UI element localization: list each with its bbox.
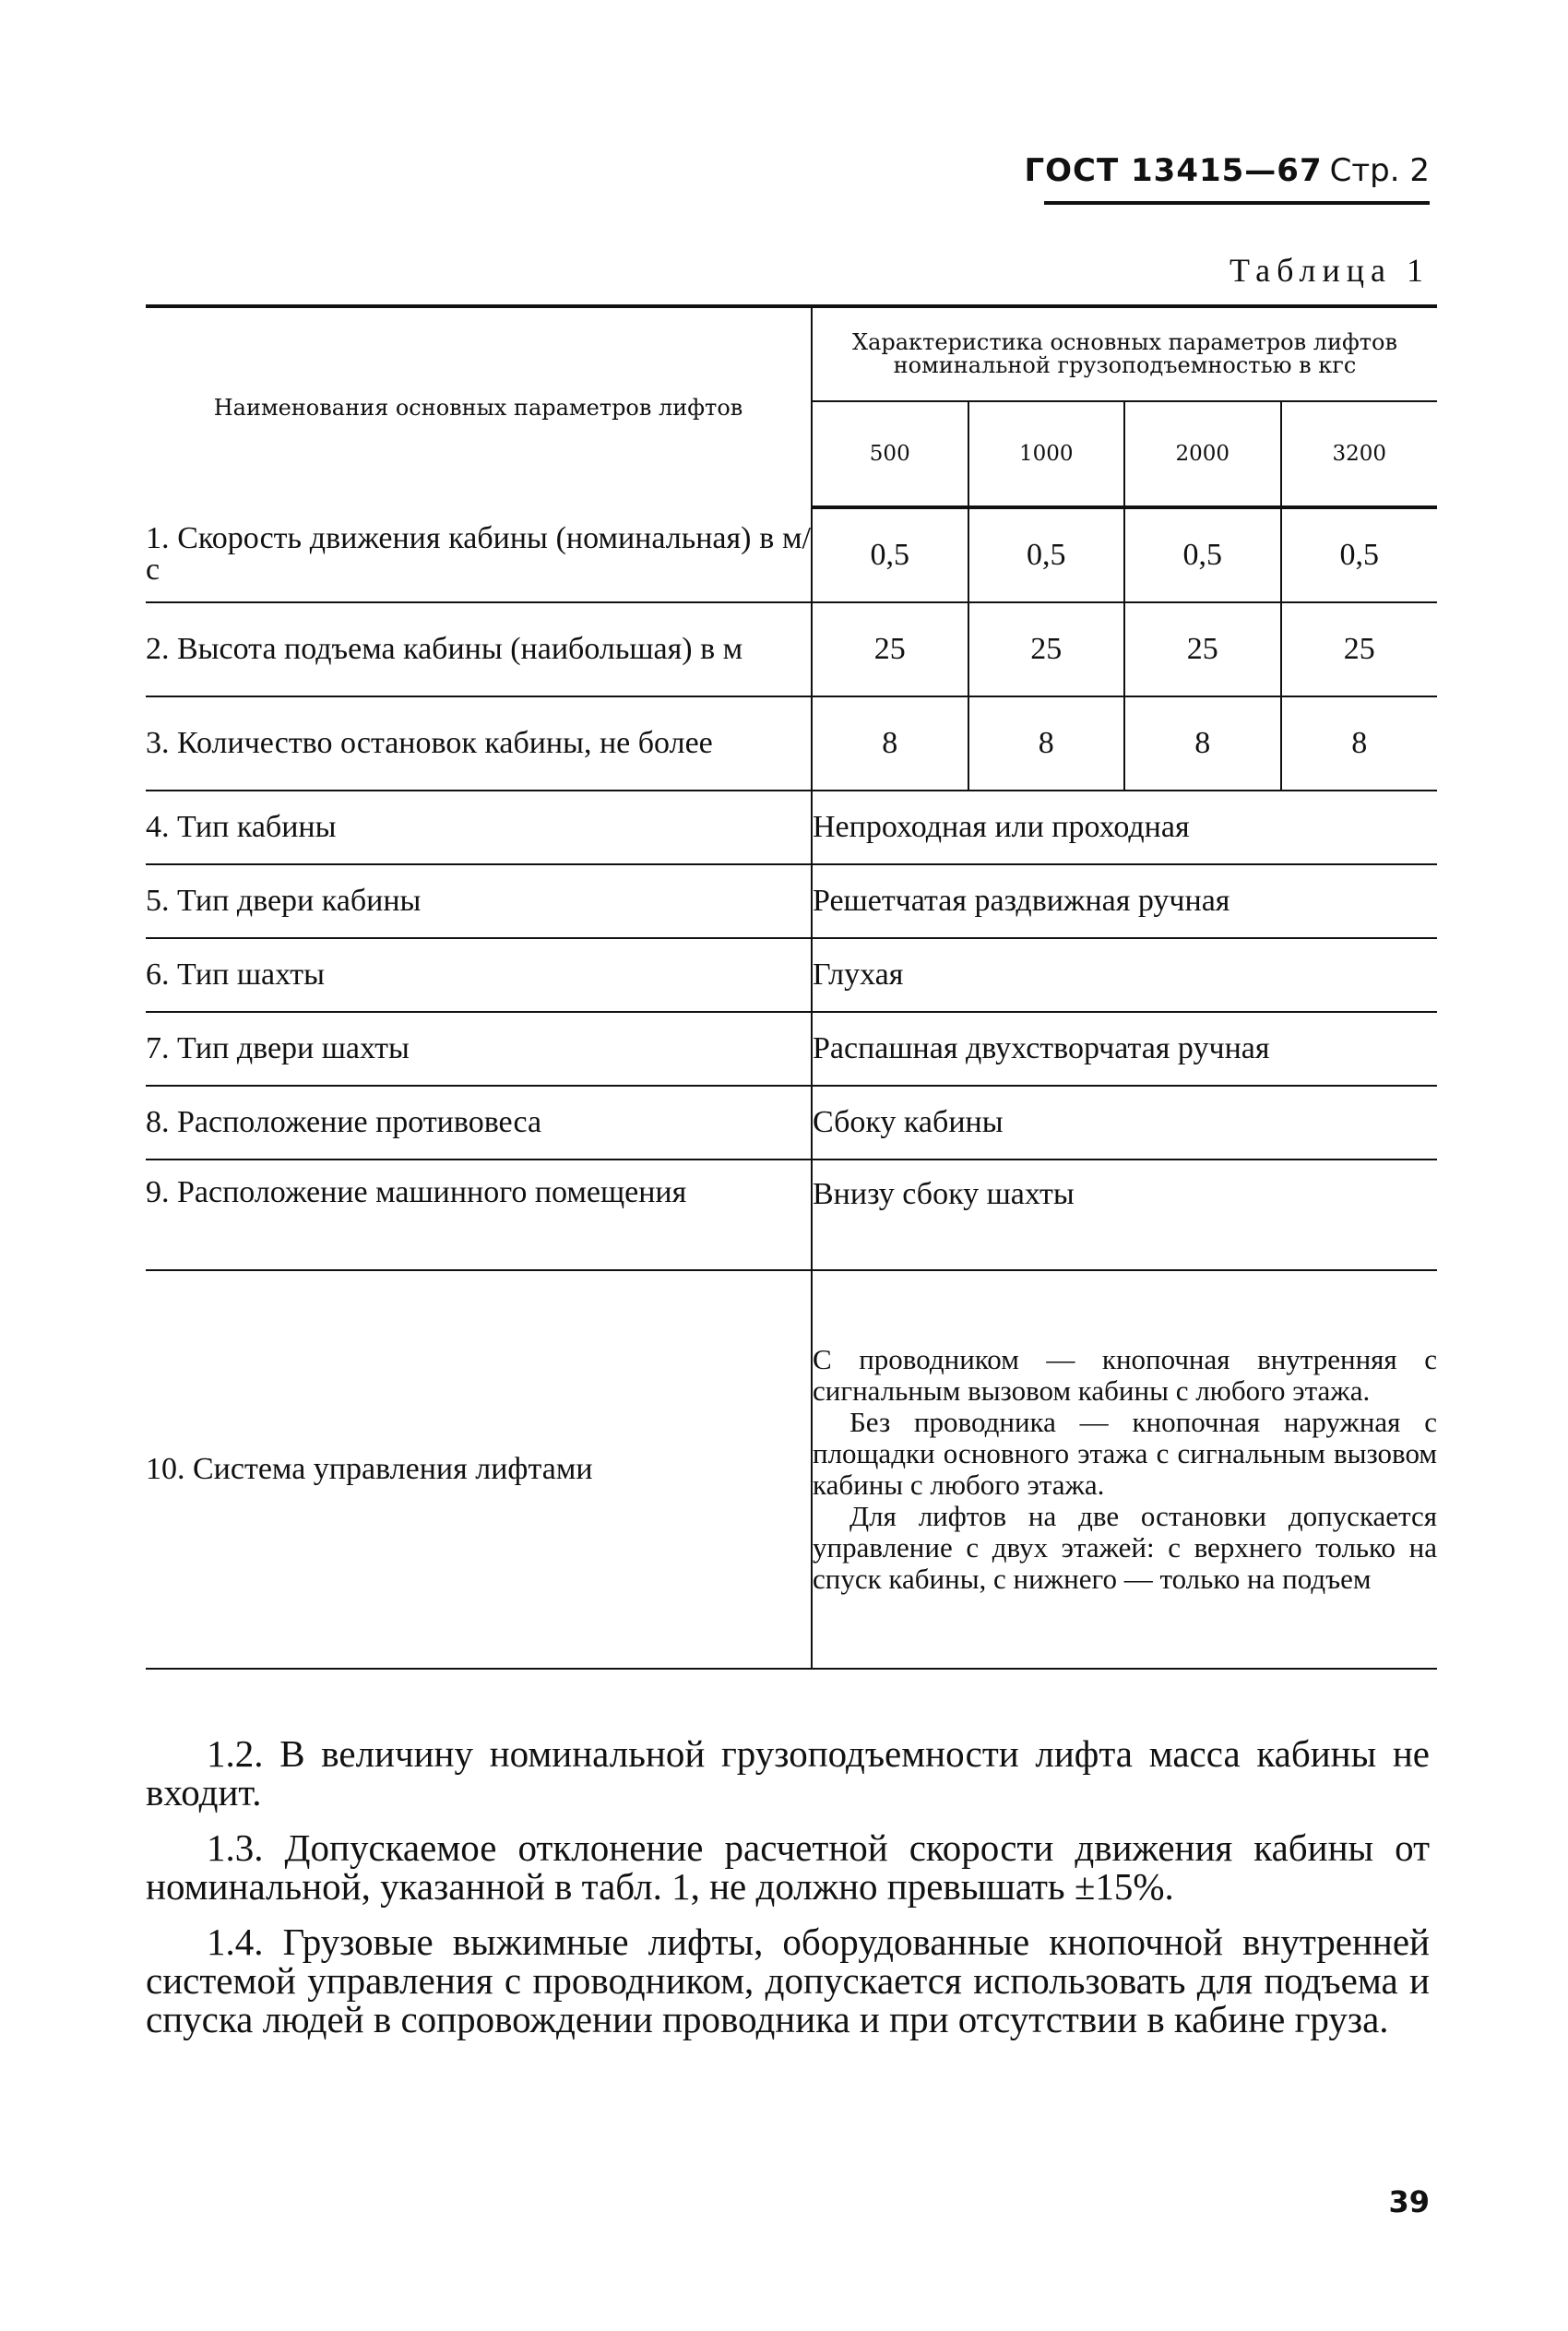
row-height-value-1000: 25 — [968, 602, 1125, 696]
control-system-paragraph: Для лифтов на две остановки допускается управление с двух этажей: с верхнего только на спуск кабины, с нижнего — только на подъем — [813, 1500, 1437, 1595]
row-stops-name: 3. Количество остановок кабины, не более — [146, 696, 812, 791]
row-height-value-2000: 25 — [1124, 602, 1281, 696]
header-characteristic: Характеристика основных параметров лифтов номинальной грузоподъемностью в кгс — [812, 306, 1437, 401]
row-control-system-value — [812, 1270, 1437, 1669]
row-speed-name: 1. Скорость движения кабины (номинальная) в м/с — [146, 507, 812, 602]
row-cabin-door-value: Решетчатая раздвижная ручная — [812, 864, 1437, 938]
header-load-500: 500 — [812, 401, 968, 507]
row-height-value-3200: 25 — [1281, 602, 1438, 696]
page-header — [1024, 152, 1430, 189]
paragraph-1-2: 1.2. В величину номинальной грузоподъемности лифта масса кабины не входит. — [146, 1732, 1430, 1814]
row-counterweight-value: Сбоку кабины — [812, 1086, 1437, 1160]
page-number: 39 — [1388, 2184, 1430, 2219]
row-stops-value-500: 8 — [812, 696, 968, 791]
row-cabin-type-value: Непроходная или проходная — [812, 791, 1437, 864]
row-machine-room-value: Внизу сбоку шахты — [812, 1160, 1437, 1270]
row-cabin-door-name: 5. Тип двери кабины — [146, 864, 812, 938]
row-shaft-type-value: Глухая — [812, 938, 1437, 1012]
row-control-system-name: 10. Система управления лифтами — [146, 1270, 812, 1669]
table-row — [146, 1012, 1437, 1086]
header-rule — [1044, 201, 1430, 205]
table-row — [146, 864, 1437, 938]
table-row — [146, 602, 1437, 696]
row-height-name: 2. Высота подъема кабины (наибольшая) в м — [146, 602, 812, 696]
standard-number: ГОСТ 13415—67 — [1024, 152, 1323, 189]
page-reference: Стр. 2 — [1329, 152, 1430, 189]
parameters-table — [146, 304, 1437, 1670]
table-row — [146, 696, 1437, 791]
header-load-3200: 3200 — [1281, 401, 1438, 507]
row-speed-value-3200: 0,5 — [1281, 507, 1438, 602]
table-row — [146, 507, 1437, 602]
row-shaft-door-value: Распашная двухстворчатая ручная — [812, 1012, 1437, 1086]
table-row — [146, 1160, 1437, 1270]
control-system-paragraph: С проводником — кнопочная внутренняя с сигнальным вызовом кабины с любого этажа. — [813, 1343, 1437, 1407]
row-shaft-type-name: 6. Тип шахты — [146, 938, 812, 1012]
row-speed-value-500: 0,5 — [812, 507, 968, 602]
header-load-1000: 1000 — [968, 401, 1125, 507]
body-text — [146, 1734, 1430, 2055]
row-speed-value-1000: 0,5 — [968, 507, 1125, 602]
table-title: Таблица 1 — [1229, 252, 1430, 289]
row-height-value-500: 25 — [812, 602, 968, 696]
table-row — [146, 938, 1437, 1012]
header-load-2000: 2000 — [1124, 401, 1281, 507]
control-system-paragraph: Без проводника — кнопочная наружная с площадки основного этажа с сигнальным вызовом кабины с любого этажа. — [813, 1406, 1437, 1501]
row-counterweight-name: 8. Расположение противовеса — [146, 1086, 812, 1160]
table-row — [146, 1086, 1437, 1160]
row-machine-room-name: 9. Расположение машинного помещения — [146, 1160, 812, 1270]
row-stops-value-1000: 8 — [968, 696, 1125, 791]
row-shaft-door-name: 7. Тип двери шахты — [146, 1012, 812, 1086]
table-row — [146, 791, 1437, 864]
row-cabin-type-name: 4. Тип кабины — [146, 791, 812, 864]
row-speed-value-2000: 0,5 — [1124, 507, 1281, 602]
header-parameter-name: Наименования основных параметров лифтов — [146, 306, 812, 507]
row-stops-value-3200: 8 — [1281, 696, 1438, 791]
table-row — [146, 1270, 1437, 1669]
row-stops-value-2000: 8 — [1124, 696, 1281, 791]
paragraph-1-4: 1.4. Грузовые выжимные лифты, оборудованные кнопочной внутренней системой управления с проводником, допускается использовать для подъема и спуска людей в сопровождении проводника и при отсутствии в кабине груза. — [146, 1921, 1430, 2040]
paragraph-1-3: 1.3. Допускаемое отклонение расчетной скорости движения кабины от номинальной, указанной в табл. 1, не должно превышать ±15%. — [146, 1826, 1430, 1908]
